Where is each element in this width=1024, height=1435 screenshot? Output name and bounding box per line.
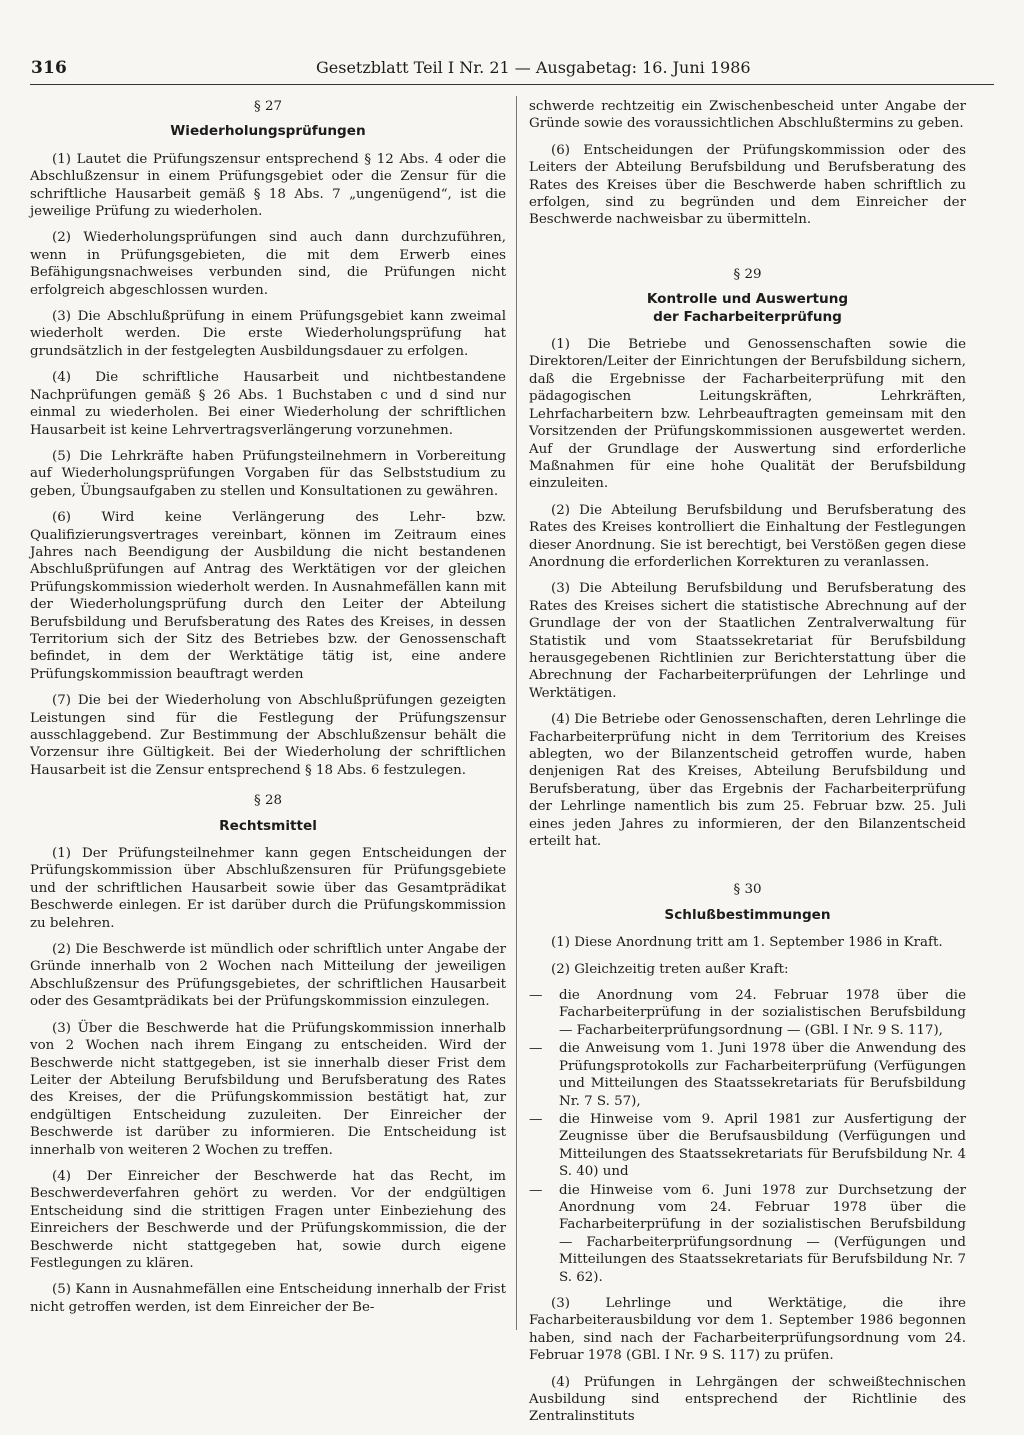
section-30-paragraph-3: (3) Lehrlinge und Werktätige, die ihre Facharbeiterausbildung vor dem 1. September 1986 begonnen haben, sind nach der Facharbeiterprüfungsordnung vom 24. Februar 1978 (GBl. I Nr. 9 S. 117) zu prüfen. <box>529 1295 966 1364</box>
dash-bullet: — <box>529 1041 543 1057</box>
running-head: Gesetzblatt Teil I Nr. 21 — Ausgabetag: 16. Juni 1986 <box>316 58 751 77</box>
section-28-paragraph-5: (5) Kann in Ausnahmefällen eine Entscheidung innerhalb der Frist nicht getroffen werden, ist dem Einreicher der Be- <box>30 1282 506 1315</box>
section-27-paragraph-5: (5) Die Lehrkräfte haben Prüfungsteilnehmern in Vorbereitung auf Wiederholungsprüfungen Vorgaben für das Selbststudium zu geben, Übungsaufgaben zu stellen und Konsultationen zu gewähren. <box>30 448 506 499</box>
left-column <box>30 98 506 1325</box>
section-28-paragraph-1: (1) Der Prüfungsteilnehmer kann gegen Entscheidungen der Prüfungskommission über Abschlußzensuren für Prüfungsgebiete und der schriftlichen Hausarbeit sowie über das Gesamtprädikat Beschwerde einlegen. Er ist darüber durch die Prüfungskommission zu belehren. <box>30 846 506 931</box>
section-29-paragraph-1: (1) Die Betriebe und Genossenschaften sowie die Direktoren/Leiter der Einrichtungen der Berufsbildung sichern, daß die Ergebnisse der Facharbeiterprüfung mit den pädagogischen Leitungskräften, Lehrkräften, Lehrfacharbeitern bzw. Lehrbeauftragten gemeinsam mit den Vorsitzenden der Prüfungskommissionen ausgewertet werden. Auf der Grundlage der Auswertung sind erforderliche Maßnahmen für eine hohe Qualität der Berufsbildung einzuleiten. <box>529 337 966 492</box>
right-column <box>529 98 966 1435</box>
list-item-text: die Anordnung vom 24. Februar 1978 über die Facharbeiterprüfung in der sozialistischen Berufsbildung — Facharbeiterprüfungsordnung — (GBl. I Nr. 9 S. 117), <box>559 988 966 1038</box>
section-30-paragraph-2: (2) Gleichzeitig treten außer Kraft: <box>551 961 789 977</box>
list-item <box>529 987 966 1039</box>
section-27-paragraph-4: (4) Die schriftliche Hausarbeit und nichtbestandene Nachprüfungen gemäß § 26 Abs. 1 Buchstaben c und d sind nur einmal zu wiederholen. Bei einer Wiederholung der schriftlichen Hausarbeit ist keine Lehrvertragsverlängerung vorzunehmen. <box>30 370 506 438</box>
section-27-paragraph-3: (3) Die Abschlußprüfung in einem Prüfungsgebiet kann zweimal wiederholt werden. Die erste Wiederholungsprüfung hat grundsätzlich in der festgelegten Ausbildungsdauer zu erfolgen. <box>30 309 506 359</box>
list-item <box>529 1111 966 1181</box>
section-29-paragraph-2: (2) Die Abteilung Berufsbildung und Berufsberatung des Rates des Kreises kontrolliert die Einhaltung der Festlegungen dieser Anordnung. Sie ist berechtigt, bei Verstößen gegen diese Anordnung die erforderlichen Korrekturen zu veranlassen. <box>529 502 966 570</box>
section-29-paragraph-3: (3) Die Abteilung Berufsbildung und Berufsberatung des Rates des Kreises sichert die statistische Abrechnung auf der Grundlage der von der Staatlichen Zentralverwaltung für Statistik und vom Staatssekretariat für Berufsbildung herausgegebenen Richtlinien zur Berichterstattung über die Abrechnung der Facharbeiterprüfungen der Lehrlinge und Werktätigen. <box>529 581 966 701</box>
section-29-title <box>529 291 966 326</box>
section-28-paragraph-2: (2) Die Beschwerde ist mündlich oder schriftlich unter Angabe der Gründe innerhalb von 2 Wochen nach Mitteilung der jeweiligen Abschlußzensur des Prüfungsgebietes, der schriftlichen Hausarbeit oder des Gesamtprädikats bei der Prüfungskommission einzulegen. <box>30 942 506 1010</box>
section-27-number: § 27 <box>254 99 282 114</box>
list-item-text: die Hinweise vom 9. April 1981 zur Ausfertigung der Zeugnisse über die Berufsausbildung (Verfügungen und Mitteilungen des Staatssekretariats für Berufsbildung Nr. 4 S. 40) und <box>559 1111 966 1180</box>
spacer <box>529 238 966 266</box>
page-number: 316 <box>31 58 68 78</box>
spacer <box>529 859 966 881</box>
section-28-number: § 28 <box>254 793 282 809</box>
list-item <box>529 1040 966 1110</box>
section-30-title: Schlußbestimmungen <box>664 906 831 923</box>
section-28-paragraph-6: (6) Entscheidungen der Prüfungskommission oder des Leiters der Abteilung Berufsbildung und Berufsberatung des Rates des Kreises über die Beschwerde haben schriftlich zu erfolgen, sind zu begründen und dem Einreicher der Beschwerde nachweisbar zu übermitteln. <box>529 142 966 228</box>
section-27-title: Wiederholungsprüfungen <box>170 123 366 140</box>
dash-bullet: — <box>529 1111 543 1127</box>
section-27-paragraph-2: (2) Wiederholungsprüfungen sind auch dann durchzuführen, wenn in Prüfungsgebieten, die mit dem Erwerb eines Befähigungsnachweises verbunden sind, die Prüfungen nicht erfolgreich abgeschlossen wurden. <box>30 230 506 298</box>
section-29-title-line-2: der Facharbeiterprüfung <box>653 308 842 325</box>
section-30-paragraph-1: (1) Diese Anordnung tritt am 1. September 1986 in Kraft. <box>551 935 943 951</box>
list-item <box>529 1182 966 1286</box>
list-item-text: die Anweisung vom 1. Juni 1978 über die Anwendung des Prüfungsprotokolls zur Facharbeiterprüfung (Verfügungen und Mitteilungen des Staatssekretariats für Berufsbildung Nr. 7 S. 57), <box>559 1041 966 1109</box>
section-30-paragraph-4: (4) Prüfungen in Lehrgängen der schweißtechnischen Ausbildung sind entsprechend der Richtlinie des Zentralinstituts <box>529 1374 966 1425</box>
section-28-title: Rechtsmittel <box>219 817 317 834</box>
section-27-paragraph-1: (1) Lautet die Prüfungszensur entsprechend § 12 Abs. 4 oder die Abschlußzensur in einem Prüfungsgebiet oder die Zensur für die schriftliche Hausarbeit gemäß § 18 Abs. 7 „ungenügend“, ist die jeweilige Prüfung zu wiederholen. <box>30 151 506 220</box>
dash-bullet: — <box>529 1182 543 1198</box>
section-28-paragraph-4: (4) Der Einreicher der Beschwerde hat das Recht, im Beschwerdeverfahren gehört zu werden. Vor der endgültigen Entscheidung sind die strittigen Fragen unter Einbeziehung des Einreichers der Beschwerde und der Prüfungskommission, die der Beschwerde nicht stattgegeben hat, sowie durch eigene Festlegungen zu klären. <box>30 1168 506 1271</box>
dash-bullet: — <box>529 988 543 1004</box>
section-29-title-line-1: Kontrolle und Auswertung <box>646 291 849 308</box>
list-item-text: die Hinweise vom 6. Juni 1978 zur Durchsetzung der Anordnung vom 24. Februar 1978 über die Facharbeiterprüfung in der sozialistischen Berufsbildung — Facharbeiterprüfungsordnung — (Verfügungen und Mitteilungen des Staatssekretariats für Berufsbildung Nr. 7 S. 62). <box>559 1182 966 1285</box>
section-27-paragraph-7: (7) Die bei der Wiederholung von Abschlußprüfungen gezeigten Leistungen sind für die Festlegung der Prüfungszensur ausschlaggebend. Zur Bestimmung der Abschlußzensur behält die Vorzensur ihre Gültigkeit. Bei der Wiederholung der schriftlichen Hausarbeit ist die Zensur entsprechend § 18 Abs. 6 festzulegen. <box>30 693 506 778</box>
section-28-paragraph-3: (3) Über die Beschwerde hat die Prüfungskommission innerhalb von 2 Wochen nach ihrem Eingang zu entscheiden. Wird der Beschwerde nicht stattgegeben, ist sie innerhalb dieser Frist dem Leiter der Abteilung Berufsbildung und Berufsberatung des Rates des Kreises, der die Prüfungskommission bestätigt hat, zur endgültigen Entscheidung zuzuleiten. Der Einreicher der Beschwerde ist darüber zu informieren. Die Entscheidung ist innerhalb von weiteren 2 Wochen zu treffen. <box>30 1020 506 1158</box>
section-29-number: § 29 <box>733 266 762 282</box>
section-30-number: § 30 <box>733 882 762 898</box>
section-29-paragraph-4: (4) Die Betriebe oder Genossenschaften, deren Lehrlinge die Facharbeiterprüfung nicht in dem Territorium des Kreises ablegten, wo der Bilanzentscheid getroffen wurde, haben denjenigen Rat des Kreises, Abteilung Berufsbildung und Berufsberatung, über das Ergebnis der Facharbeiterprüfung der Lehrlinge namentlich bis zum 25. Februar bzw. 25. Juli eines jeden Jahres zu informieren, der den Bilanzentscheid erteilt hat. <box>529 712 966 850</box>
section-28-paragraph-5-continued: schwerde rechtzeitig ein Zwischenbescheid unter Angabe der Gründe sowie des voraussichtlichen Abschlußtermins zu geben. <box>529 99 966 132</box>
column-divider <box>516 96 517 1330</box>
header-rule <box>30 84 994 85</box>
section-27-paragraph-6: (6) Wird keine Verlängerung des Lehr- bzw. Qualifizierungsvertrages vereinbart, können im Zeitraum eines Jahres nach Beendigung der Ausbildung die nicht bestandenen Abschlußprüfungen auf Antrag des Werktätigen vor der gleichen Prüfungskommission wiederholt werden. In Ausnahmefällen kann mit der Wiederholungsprüfung durch den Leiter der Abteilung Berufsbildung und Berufsberatung des Rates des Kreises, in dessen Territorium sich der Sitz des Betriebes bzw. der Genossenschaft befindet, in dem der Werktätige tätig ist, eine andere Prüfungskommission beauftragt werden <box>30 510 506 682</box>
repealed-regulations-list <box>529 987 966 1286</box>
